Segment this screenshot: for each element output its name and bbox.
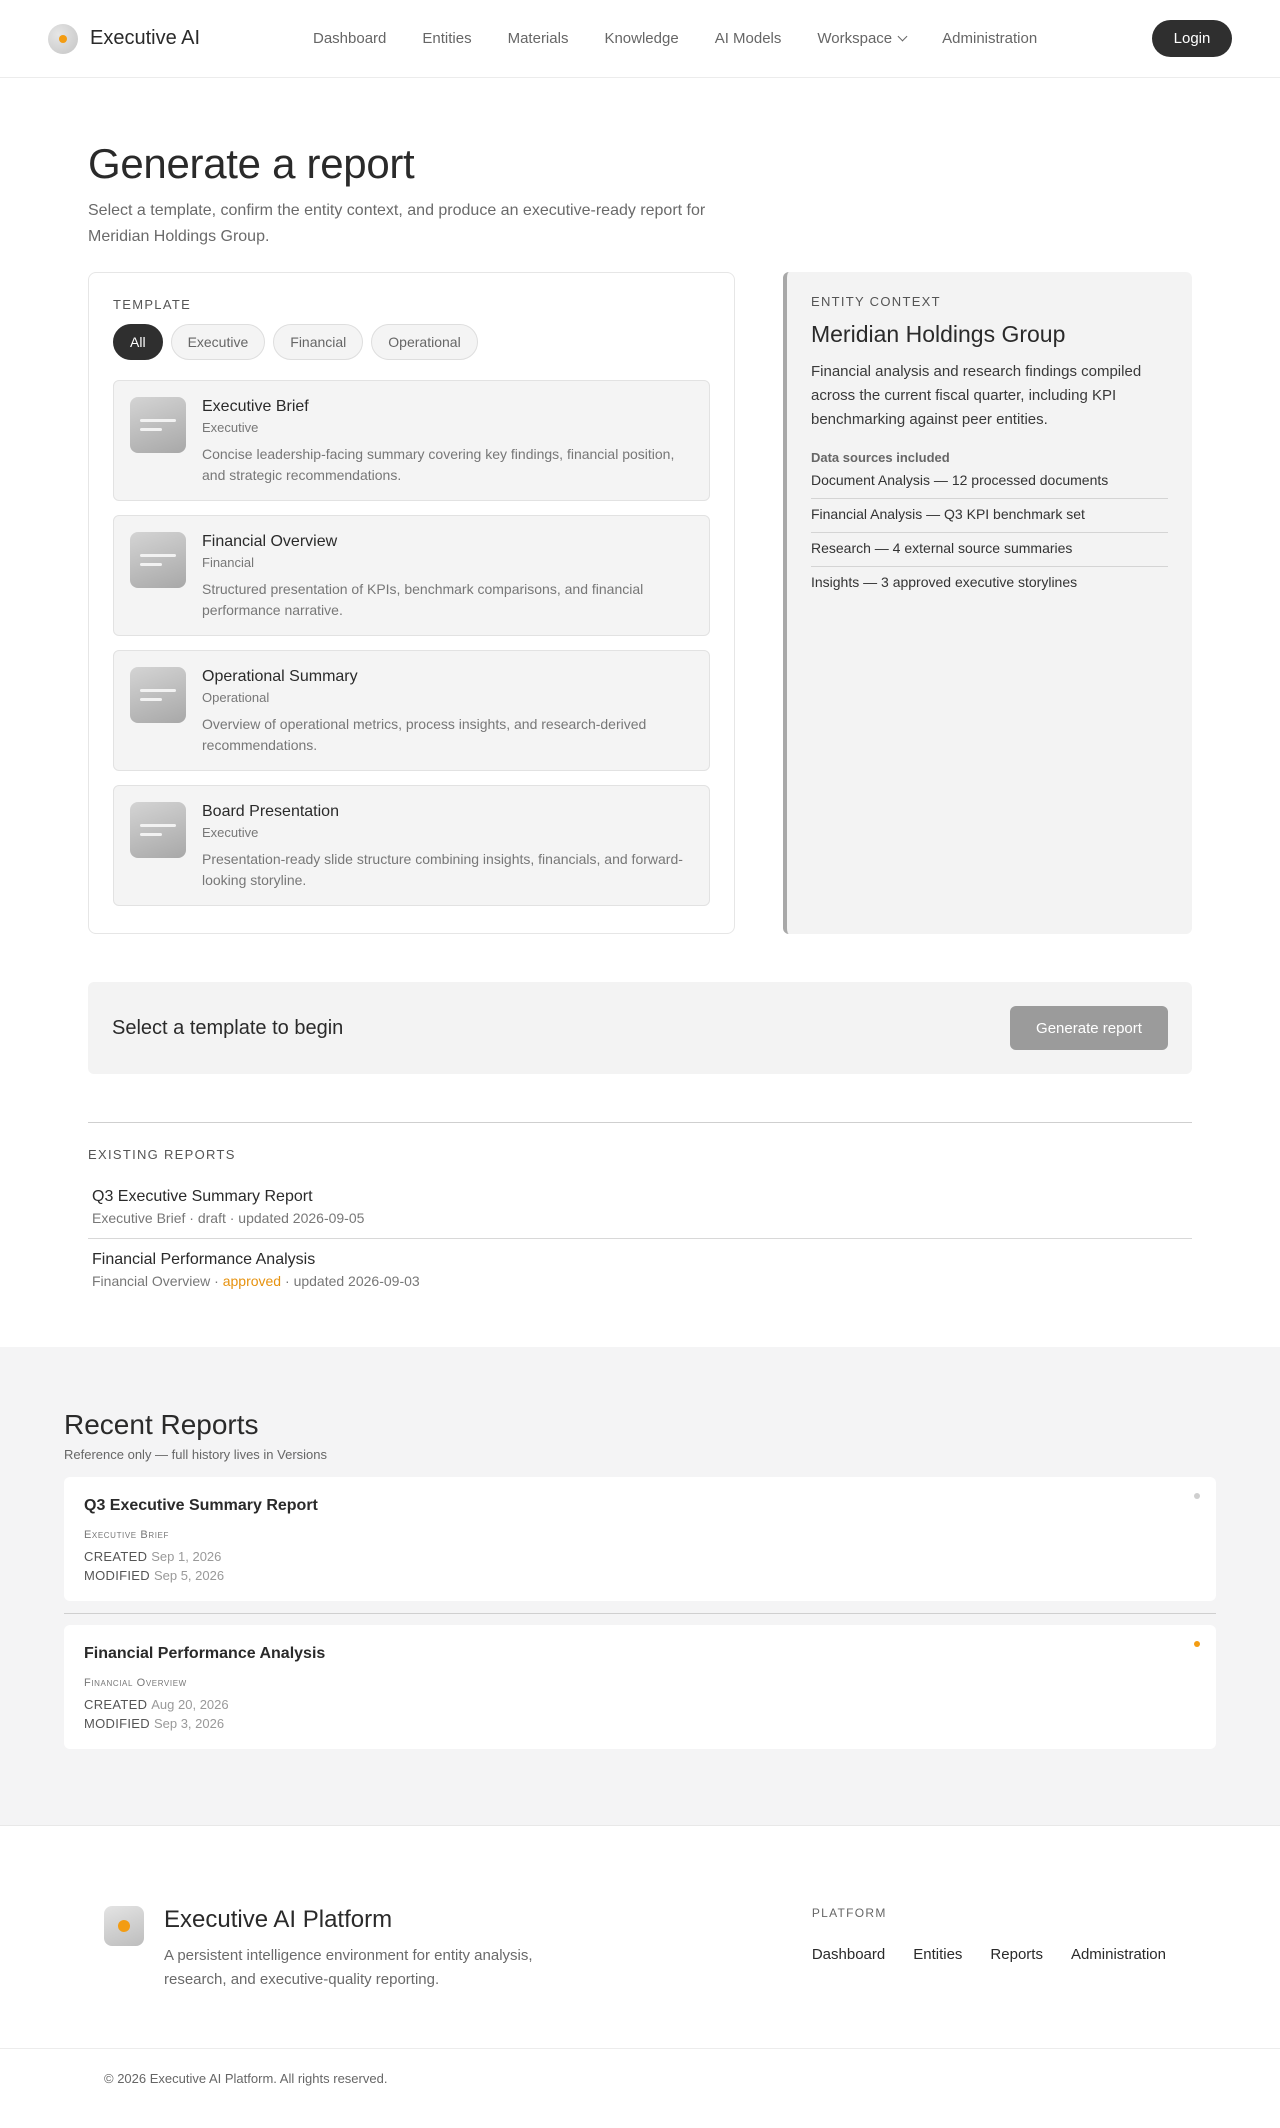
- data-sources-list: [811, 471, 1168, 600]
- modified-line: [84, 1716, 1196, 1731]
- filter-financial[interactable]: Financial: [273, 324, 363, 360]
- template-description: Structured presentation of KPIs, benchmark comparisons, and financial performance narrative.: [202, 581, 644, 618]
- footer-platform-name: Executive AI Platform: [164, 1906, 393, 1933]
- generate-prompt: Select a template to begin: [112, 1016, 344, 1039]
- copyright: © 2026 Executive AI Platform. All rights reserved.: [0, 2048, 1280, 2108]
- report-updated: updated 2026-09-03: [293, 1273, 420, 1289]
- template-filters: [113, 324, 710, 360]
- main-content: [0, 140, 1280, 1301]
- created-line: [84, 1697, 1196, 1712]
- report-setup: [88, 272, 1192, 934]
- nav-link-ai-models[interactable]: AI Models: [714, 30, 782, 47]
- modified-label: MODIFIED: [84, 1568, 150, 1583]
- platform-logo-icon: [104, 1906, 144, 1946]
- footer-description: A persistent intelligence environment for entity analysis, research, and executive-quality reporting.: [164, 1947, 533, 1988]
- template-category: Executive: [202, 825, 259, 840]
- filter-operational[interactable]: Operational: [371, 324, 477, 360]
- existing-reports: [88, 1122, 1192, 1301]
- login-button[interactable]: Login: [1152, 20, 1232, 57]
- recent-reports-title: Recent Reports: [64, 1409, 259, 1440]
- document-icon: [130, 397, 186, 453]
- footer-platform-label: PLATFORM: [811, 1906, 887, 1920]
- report-status-approved: approved: [222, 1273, 282, 1289]
- data-sources-label: Data sources included: [810, 450, 950, 465]
- data-source-item: Document Analysis — 12 processed documents: [811, 471, 1168, 499]
- report-status: draft: [197, 1210, 226, 1226]
- data-source-item: Research — 4 external source summaries: [811, 539, 1168, 567]
- footer-main: [0, 1825, 1280, 2048]
- template-category: Executive: [202, 420, 259, 435]
- top-nav: [0, 0, 1280, 78]
- report-template: Executive Brief: [92, 1210, 186, 1226]
- report-meta: Financial Overview · approved · updated 2026-09-03: [92, 1273, 420, 1289]
- generate-report-button[interactable]: Generate report: [1010, 1006, 1168, 1050]
- nav-link-workspace[interactable]: [817, 30, 906, 47]
- page-title: Generate a report: [88, 140, 415, 187]
- footer-link-administration[interactable]: Administration: [1070, 1946, 1166, 1963]
- footer: [0, 1825, 1280, 2108]
- existing-reports-list: [88, 1176, 1192, 1301]
- footer-platform-nav: [812, 1906, 1176, 1992]
- nav-link-administration[interactable]: Administration: [942, 30, 1038, 47]
- report-title: Financial Performance Analysis: [92, 1251, 316, 1268]
- data-source-item: Financial Analysis — Q3 KPI benchmark set: [811, 505, 1168, 533]
- template-description: Overview of operational metrics, process insights, and research-derived recommendations.: [202, 716, 647, 753]
- modified-line: [84, 1568, 1196, 1583]
- template-executive-brief[interactable]: [113, 380, 710, 501]
- report-template: Financial Overview: [92, 1273, 211, 1289]
- brand-name: Executive AI: [90, 27, 201, 49]
- document-icon: [130, 802, 186, 858]
- template-category: Financial: [202, 555, 255, 570]
- entity-context-label: ENTITY CONTEXT: [810, 294, 941, 309]
- report-title: Q3 Executive Summary Report: [92, 1188, 313, 1205]
- template-financial-overview[interactable]: [113, 515, 710, 636]
- created-label: CREATED: [84, 1697, 148, 1712]
- footer-link-dashboard[interactable]: Dashboard: [811, 1946, 886, 1963]
- recent-report-title: Q3 Executive Summary Report: [84, 1497, 318, 1514]
- recent-report-title: Financial Performance Analysis: [84, 1645, 326, 1662]
- document-icon: [130, 667, 186, 723]
- brand[interactable]: [48, 24, 200, 54]
- filter-executive[interactable]: Executive: [171, 324, 266, 360]
- report-updated: updated 2026-09-05: [238, 1210, 365, 1226]
- entity-context-panel: [783, 272, 1192, 934]
- template-category: Operational: [202, 690, 270, 705]
- nav-links: [313, 30, 1037, 47]
- entity-description: Financial analysis and research findings compiled across the current fiscal quarter, including KPI benchmarking against peer entities.: [810, 363, 1142, 428]
- status-dot-icon: [1194, 1641, 1200, 1647]
- recent-report-type: Financial Overview: [84, 1677, 187, 1689]
- filter-all[interactable]: All: [113, 324, 163, 360]
- recent-report-type: Executive Brief: [84, 1529, 169, 1541]
- generate-bar: [88, 982, 1192, 1074]
- template-title: Executive Brief: [202, 398, 309, 415]
- template-title: Financial Overview: [202, 533, 338, 550]
- existing-reports-label: EXISTING REPORTS: [88, 1147, 236, 1162]
- created-line: [84, 1549, 1196, 1564]
- nav-link-knowledge[interactable]: Knowledge: [604, 30, 679, 47]
- nav-link-materials[interactable]: Materials: [507, 30, 569, 47]
- footer-brand: [104, 1906, 564, 1992]
- existing-report-row[interactable]: [88, 1176, 1192, 1238]
- modified-date: Sep 3, 2026: [153, 1716, 225, 1731]
- nav-link-entities[interactable]: Entities: [422, 30, 472, 47]
- template-board-presentation[interactable]: [113, 785, 710, 906]
- entity-name: Meridian Holdings Group: [810, 321, 1066, 347]
- template-title: Operational Summary: [202, 668, 358, 685]
- template-label: TEMPLATE: [113, 297, 192, 312]
- footer-link-reports[interactable]: Reports: [990, 1946, 1043, 1963]
- nav-link-dashboard[interactable]: Dashboard: [313, 30, 387, 47]
- brand-logo-icon: [48, 24, 78, 54]
- footer-links: [812, 1946, 1166, 1963]
- page-lead: Select a template, confirm the entity context, and produce an executive-ready report for Meridian Holdings Group.: [88, 202, 706, 245]
- recent-report-card[interactable]: [64, 1625, 1216, 1749]
- document-icon: [130, 532, 186, 588]
- template-operational-summary[interactable]: [113, 650, 710, 771]
- data-source-item: Insights — 3 approved executive storylines: [810, 574, 1078, 590]
- footer-link-entities[interactable]: Entities: [913, 1946, 963, 1963]
- nav-link-workspace-label: Workspace: [817, 30, 893, 47]
- recent-report-card[interactable]: [64, 1477, 1216, 1601]
- created-date: Sep 1, 2026: [151, 1549, 222, 1564]
- report-meta: Executive Brief · draft · updated 2026-09-05: [92, 1210, 365, 1226]
- divider: [64, 1613, 1216, 1614]
- created-label: CREATED: [84, 1549, 148, 1564]
- template-panel: [88, 272, 735, 934]
- modified-label: MODIFIED: [84, 1716, 150, 1731]
- existing-report-row[interactable]: [88, 1238, 1192, 1301]
- created-date: Aug 20, 2026: [151, 1697, 229, 1712]
- recent-reports-subtitle: Reference only — full history lives in Versions: [64, 1447, 328, 1462]
- modified-date: Sep 5, 2026: [153, 1568, 225, 1583]
- template-title: Board Presentation: [202, 803, 339, 820]
- template-description: Presentation-ready slide structure combining insights, financials, and forward-looking storyline.: [202, 851, 683, 888]
- template-description: Concise leadership-facing summary covering key findings, financial position, and strategic recommendations.: [202, 446, 675, 483]
- recent-reports: [0, 1347, 1280, 1825]
- chevron-down-icon: [898, 32, 908, 42]
- status-dot-icon: [1194, 1493, 1200, 1499]
